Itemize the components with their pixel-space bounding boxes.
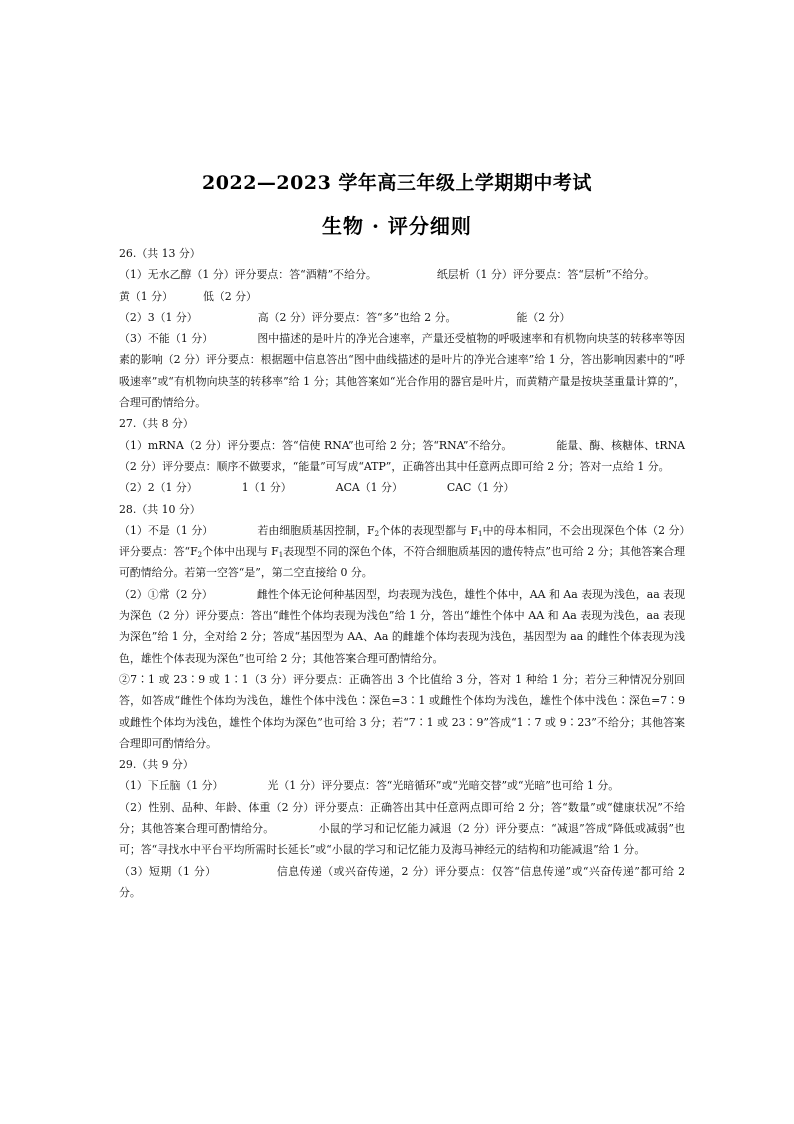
question-27-part-2 xyxy=(119,477,685,498)
q29-p1-answer-a: （1）下丘脑（1 分） xyxy=(119,779,224,793)
q29-p2-answer-b: 小鼠的学习和记忆能力减退（2 分）评分要点：“减退”答成“降低或减弱”也可；答“寻找水中平台平均所需时长延长”或“小鼠的学习和记忆能力及海马神经元的结构和功能减退”给 1 分。 xyxy=(119,822,685,857)
q26-p1-answer-a: （1）无水乙醇（1 分）评分要点：答“酒精”不给分。 xyxy=(119,268,377,282)
q27-p2-answer-a: （2）2（1 分） xyxy=(119,481,198,495)
q27-p1-answer-a: （1）mRNA（2 分）评分要点：答“信使 RNA”也可给 2 分；答“RNA”不给分。 xyxy=(119,438,513,452)
q26-p2-answer-b: 高（2 分）评分要点：答“多”也给 2 分。 xyxy=(257,310,457,324)
question-29-part-1 xyxy=(119,775,685,796)
q28-p2-answer-b: 雌性个体无论何种基因型，均表现为浅色，雄性个体中，AA 和 Aa 表现为浅色，aa 表现为深色（2 分）评分要点：答出“雌性个体均表现为浅色”给 1 分，答出“雄性个体中 AA 和 Aa 表现为浅色，aa 表现为深色”给 1 分，全对给 2 分；答成“基因型为 AA、Aa 的雌雄个体均表现为浅色，基因型为 aa 的雌性个体表现为浅色，雄性个体表现为深色”也可给 2 分；其他答案合理可酌情给分。 xyxy=(119,587,685,665)
q26-p2-answer-c: 能（2 分） xyxy=(516,310,571,324)
q28-p2-answer-a: （2）①常（2 分） xyxy=(119,587,213,601)
question-28-part-1 xyxy=(119,520,685,584)
q26-p1-answer-d: 低（2 分） xyxy=(202,289,257,303)
q27-p1-answer-b: 能量、酶、核糖体、tRNA（2 分）评分要点：顺序不做要求，“能量”可写成“ATP”，正确答出其中任意两点即可给 2 分；答对一点给 1 分。 xyxy=(119,438,685,473)
page-title: 2022—2023 学年高三年级上学期期中考试 xyxy=(202,172,592,194)
question-26-heading: 26.（共 13 分） xyxy=(119,247,201,260)
question-27-heading: 27.（共 8 分） xyxy=(119,417,194,431)
q27-p2-answer-b: 1（1 分） xyxy=(241,481,292,495)
page-subtitle: 生物 · 评分细则 xyxy=(322,214,472,238)
question-29 xyxy=(119,754,685,903)
q29-p3-answer-a: （3）短期（1 分） xyxy=(119,864,217,878)
q27-p2-answer-c: ACA（1 分） xyxy=(335,481,403,495)
question-26-part-1 xyxy=(119,264,685,307)
question-29-heading: 29.（共 9 分） xyxy=(119,758,194,772)
question-27-part-1 xyxy=(119,435,685,478)
question-28 xyxy=(119,499,685,755)
question-28-part-3: ②7∶1 或 23∶9 或 1∶1（3 分）评分要点：正确答出 3 个比值给 3 分，答对 1 种给 1 分；若分三种情况分别回答，如答成“雌性个体均为浅色，雄性个体中浅色∶深色=3∶1 或雌性个体均为浅色，雄性个体中浅色∶深色=7∶9 或雌性个体均为浅色，雄性个体均为深色”也可给 3 分；若“7∶1 或 23∶9”答成“1∶7 或 9∶23”不给分；其他答案合理即可酌情给分。 xyxy=(119,672,685,750)
q28-p1-answer-a: （1）不是（1 分） xyxy=(119,523,214,537)
question-29-part-3 xyxy=(119,861,685,904)
question-27 xyxy=(119,413,685,498)
question-28-part-2 xyxy=(119,584,685,669)
q29-p3-answer-b: 信息传递（或兴奋传递，2 分）评分要点：仅答“信息传递”或“兴奋传递”都可给 2 分。 xyxy=(119,864,686,899)
question-28-heading: 28.（共 10 分） xyxy=(119,502,201,516)
q29-p2-answer-a: （2）性别、品种、年龄、体重（2 分）评分要点：正确答出其中任意两点即可给 2 分；答“数量”或“健康状况”不给分；其他答案合理可酌情给分。 xyxy=(119,800,685,836)
q26-p2-answer-a: （2）3（1 分） xyxy=(119,310,198,324)
q27-p2-answer-d: CAC（1 分） xyxy=(446,481,515,495)
question-26-part-2 xyxy=(119,307,685,328)
question-26-part-3 xyxy=(119,328,685,413)
q26-p3-answer-a: （3）不能（1 分） xyxy=(119,332,214,346)
q26-p1-answer-b: 纸层析（1 分）评分要点：答“层析”不给分。 xyxy=(436,268,655,282)
q26-p1-answer-c: 黄（1 分） xyxy=(119,289,173,303)
q29-p1-answer-b: 光（1 分）评分要点：答“光暗循环”或“光暗交替”或“光暗”也可给 1 分。 xyxy=(267,779,620,793)
question-26 xyxy=(119,243,685,413)
scoring-rules-body xyxy=(119,243,685,903)
q26-p3-answer-b: 图中描述的是叶片的净光合速率，产量还受植物的呼吸速率和有机物向块茎的转移率等因素的影响（2 分）评分要点：根据题中信息答出“图中曲线描述的是叶片的净光合速率”给 1 分，答出影响因素中的“呼吸速率”或“有机物向块茎的转移率”给 1 分；其他答案如“光合作用的器官是叶片，而黄精产量是按块茎重量计算的”，合理可酌情给分。 xyxy=(119,332,685,410)
question-29-part-2 xyxy=(119,797,685,861)
q28-p1-answer-b: 若由细胞质基因控制，$F_2$个体的表现型都与 $F_1$中的母本相同，不会出现深色个体（2 分）评分要点：答“$F_2$个体中出现与 $F_1$表现型不同的深色个体，不符合细胞质基因的遗传特点”也可给 2 分；其他答案合理可酌情给分。若第一空答“是”，第二空直接给 0 分。 xyxy=(119,523,685,580)
